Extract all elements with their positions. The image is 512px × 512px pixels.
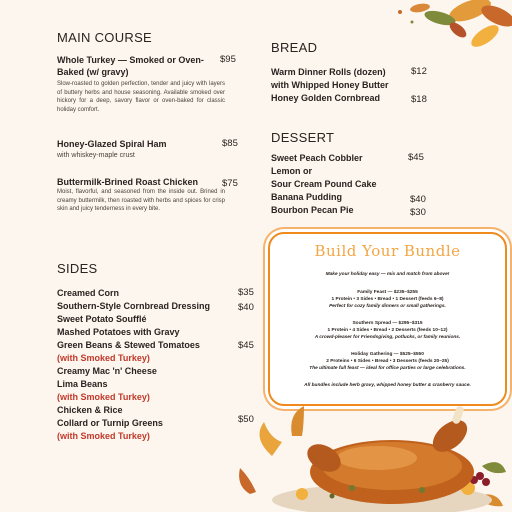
- description-roast-chicken: Moist, flavorful, and seasoned from the inside out. Brined in creamy buttermilk, then roasted with herbs and spices for crisp skin and juicy tenderness in every bite.: [57, 189, 225, 212]
- roast-turkey-illustration: [232, 396, 512, 512]
- price-whole-turkey: $95: [220, 54, 236, 65]
- main-course-heading: MAIN COURSE: [57, 30, 153, 45]
- menu-item-dinner-rolls: Warm Dinner Rolls (dozen): [271, 67, 386, 77]
- menu-item-honey-butter: with Whipped Honey Butter: [271, 80, 389, 90]
- price-cornbread: $18: [411, 94, 427, 105]
- smoked-turkey-note: (with Smoked Turkey): [57, 353, 150, 363]
- price-peach-cobbler: $45: [408, 152, 424, 163]
- smoked-turkey-note: (with Smoked Turkey): [57, 431, 150, 441]
- package-holiday-gathering-name: Holiday Gathering — $525–$550: [351, 352, 424, 357]
- description-whole-turkey: Slow-roasted to golden perfection, tender and juicy with layers of buttery herbs and house seasoning. Available smoked over hickory for a deep, savory flavor or oven-baked for classic holiday comfort.: [57, 81, 225, 113]
- bundle-footer-note: All bundles include herb gravy, whipped honey butter & cranberry sauce.: [304, 383, 471, 388]
- menu-item-roast-chicken: Buttermilk-Brined Roast Chicken: [57, 177, 199, 187]
- price-cornbread-dressing: $40: [238, 302, 254, 313]
- menu-item-chicken-and-rice: Chicken & Rice: [57, 405, 123, 415]
- menu-item-pound-cake: Sour Cream Pound Cake: [271, 179, 377, 189]
- price-pecan-pie: $30: [410, 207, 426, 218]
- price-spiral-ham: $85: [222, 138, 238, 149]
- menu-item-spiral-ham: Honey-Glazed Spiral Ham: [57, 139, 167, 149]
- menu-item-collard-greens: Collard or Turnip Greens: [57, 418, 163, 428]
- package-southern-spread-name: Southern Spread — $295–$315: [352, 321, 423, 326]
- description-spiral-ham: with whiskey-maple crust: [57, 152, 135, 159]
- sides-heading: SIDES: [57, 261, 98, 276]
- price-creamed-corn: $35: [238, 287, 254, 298]
- package-holiday-gathering-contents: 2 Proteins • 6 Sides • Bread • 3 Desserts (feeds 20–25): [326, 359, 449, 364]
- menu-item-pecan-pie: Bourbon Pecan Pie: [271, 205, 354, 215]
- menu-item-peach-cobbler: Sweet Peach Cobbler: [271, 153, 363, 163]
- package-holiday-gathering-tagline: The ultimate full feast — ideal for office parties or large celebrations.: [309, 366, 466, 371]
- autumn-leaves-decoration: [340, 0, 512, 60]
- price-chicken-and-rice: $50: [238, 414, 254, 425]
- package-southern-spread-tagline: A crowd-pleaser for Friendsgiving, potlucks, or family reunions.: [314, 335, 461, 340]
- menu-item-banana-pudding: Banana Pudding: [271, 192, 343, 202]
- smoked-turkey-note: (with Smoked Turkey): [57, 392, 150, 402]
- bundle-title: Build Your Bundle: [314, 242, 461, 260]
- menu-item-cornbread-dressing: Southern-Style Cornbread Dressing: [57, 301, 211, 311]
- package-family-feast-tagline: Perfect for cozy family dinners or small gatherings.: [329, 304, 446, 309]
- price-banana-pudding: $40: [410, 194, 426, 205]
- price-green-beans: $45: [238, 340, 254, 351]
- menu-item-green-beans: Green Beans & Stewed Tomatoes: [57, 340, 200, 350]
- menu-item-sweet-potato-souffle: Sweet Potato Soufflé: [57, 314, 147, 324]
- menu-item-mac-and-cheese: Creamy Mac 'n' Cheese: [57, 366, 157, 376]
- dessert-heading: DESSERT: [271, 130, 335, 145]
- menu-item-mashed-potatoes: Mashed Potatoes with Gravy: [57, 327, 180, 337]
- menu-item-creamed-corn: Creamed Corn: [57, 288, 120, 298]
- package-family-feast-name: Family Feast — $235–$255: [357, 290, 418, 295]
- menu-item-lima-beans: Lima Beans: [57, 379, 108, 389]
- package-southern-spread-contents: 1 Protein • 4 Sides • Bread • 2 Desserts (feeds 10–12): [327, 328, 448, 333]
- menu-item-cornbread: Honey Golden Cornbread: [271, 93, 381, 103]
- build-your-bundle-panel: [268, 232, 507, 406]
- price-roast-chicken: $75: [222, 178, 238, 189]
- bundle-intro: Make your holiday easy — mix and match from above!: [325, 272, 450, 277]
- menu-item-whole-turkey: Whole Turkey — Smoked or Oven- Baked (w/ gravy): [57, 55, 204, 77]
- bread-heading: BREAD: [271, 40, 318, 55]
- package-family-feast-contents: 1 Protein • 3 Sides • Bread • 1 Dessert (feeds 6–8): [331, 297, 444, 302]
- price-dinner-rolls: $12: [411, 66, 427, 77]
- menu-item-lemon-or: Lemon or: [271, 166, 313, 176]
